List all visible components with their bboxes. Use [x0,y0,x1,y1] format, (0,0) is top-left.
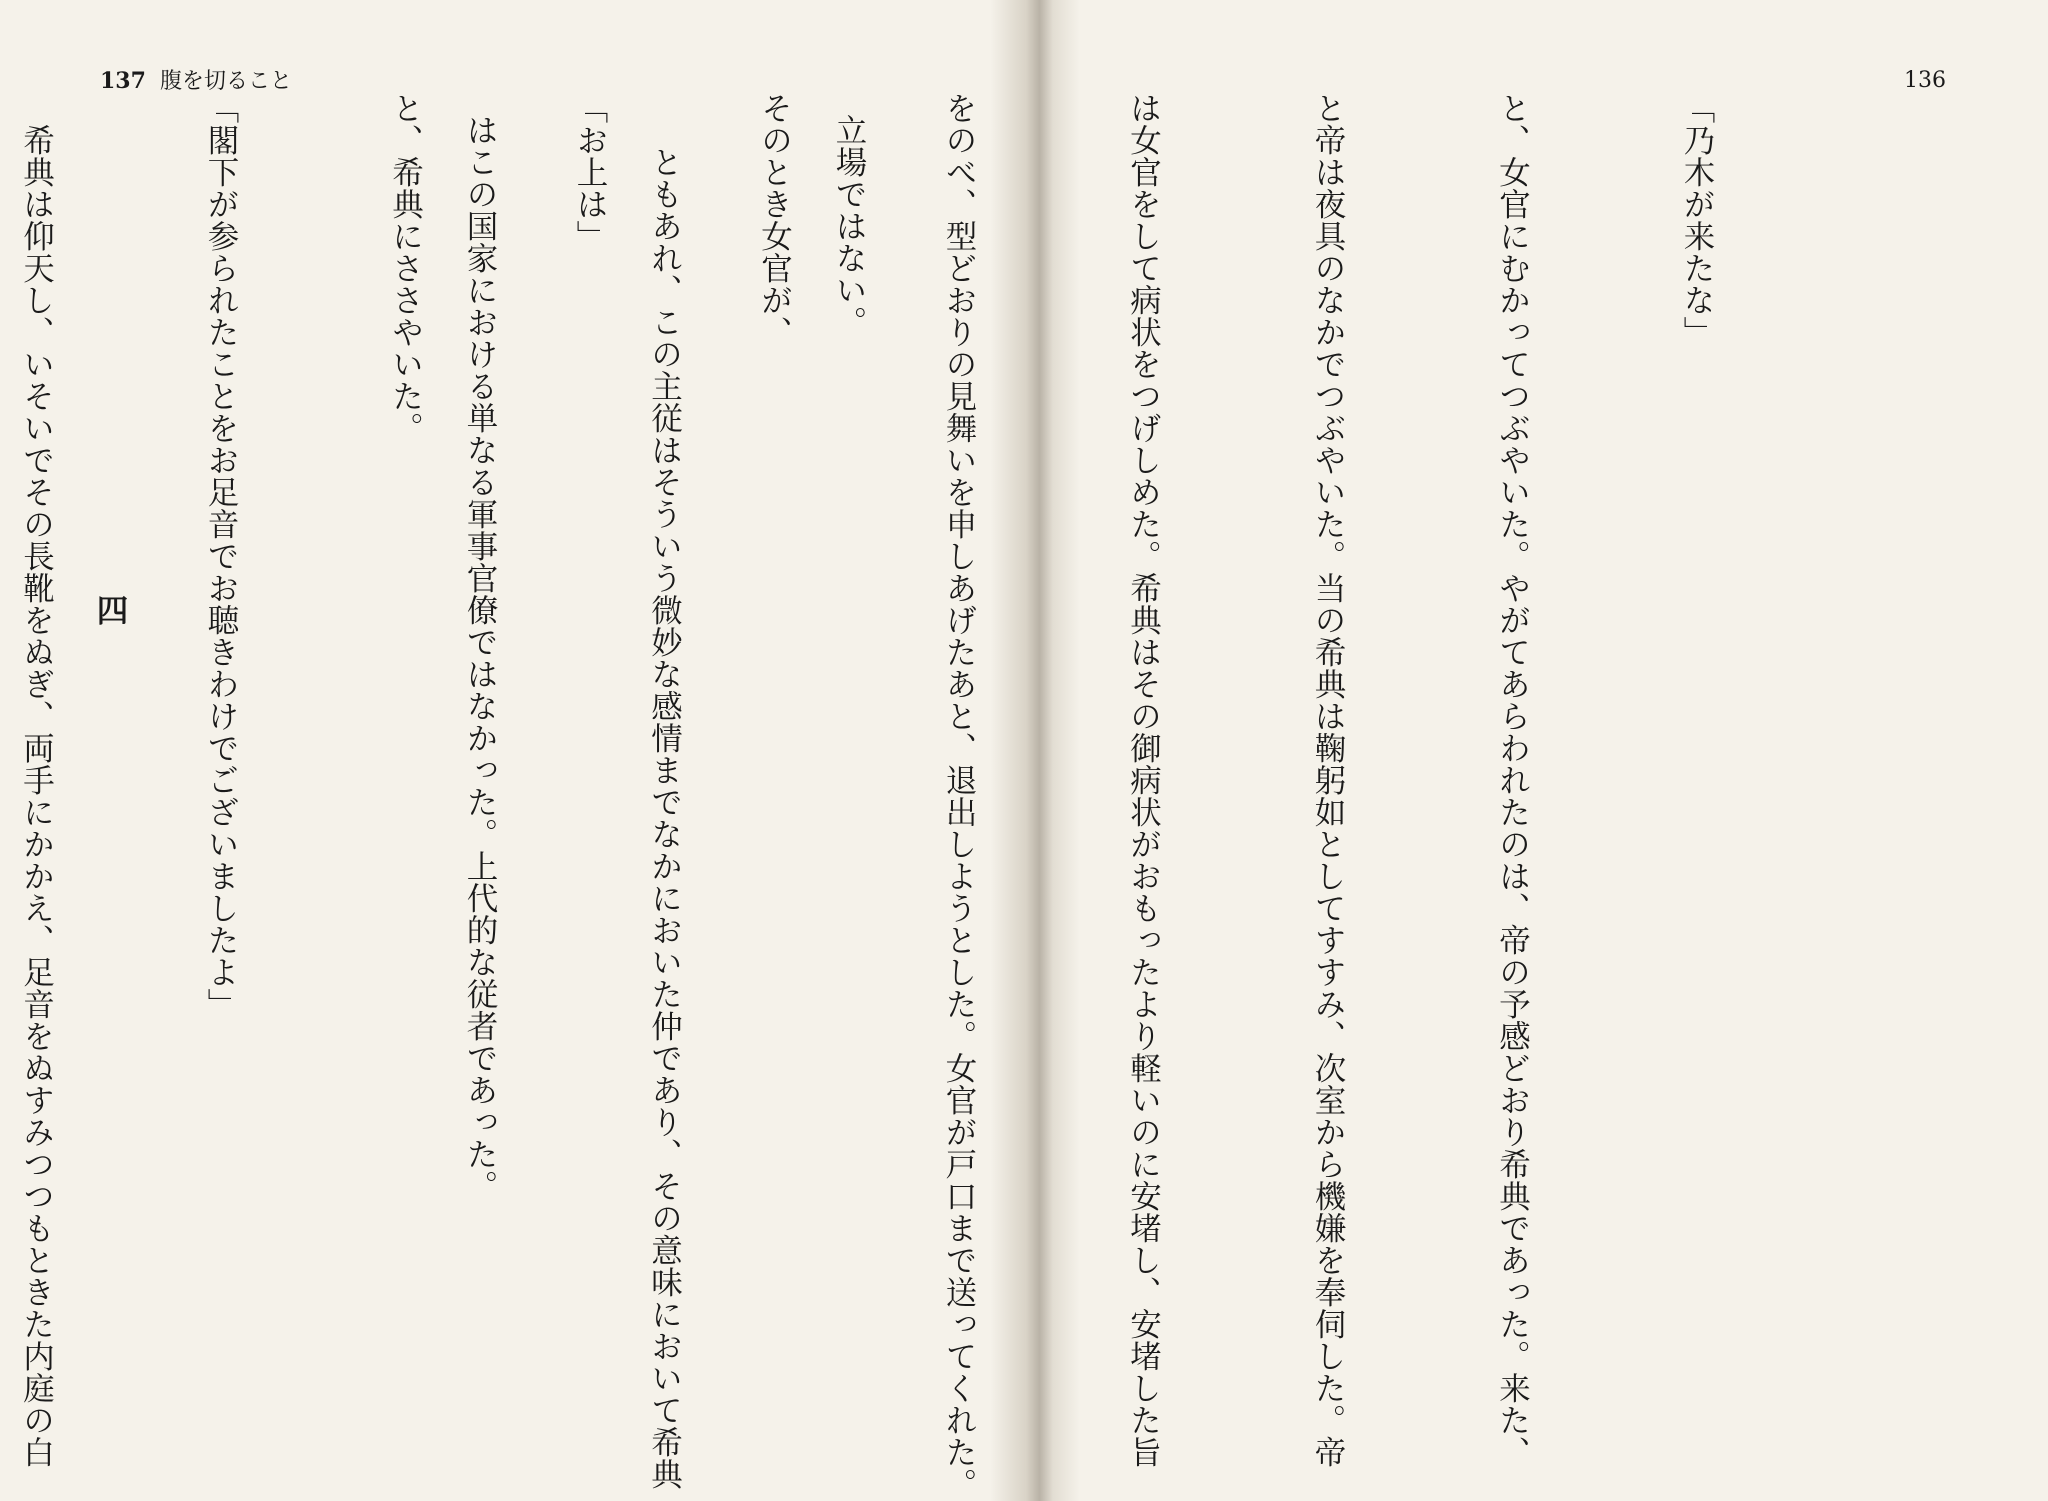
text-line: 立場ではない。 [831,114,867,338]
text-line: はこの国家における単なる軍事官僚ではなかった。上代的な従者であった。 [462,114,498,1202]
text-line: と帝は夜具のなかでつぶやいた。当の希典は鞠躬如としてすすみ、次室から機嫌を奉伺した。帝 [1310,92,1346,1468]
left-page-header [100,64,292,95]
text-line: は女官をして病状をつげしめた。希典はその御病状がおもったより軽いのに安堵し、安堵した旨 [1125,92,1162,1468]
left-page-number: 137 [100,68,146,94]
text-line: そのとき女官が、 [756,92,793,348]
section-heading: 四 [92,594,129,626]
right-page-number: 136 [1904,68,1946,93]
text-line: 「乃木が来たな」 [1679,92,1715,348]
text-line: と、希典にささやいた。 [387,92,424,444]
text-line: ともあれ、この主従はそういう微妙な感情までなかにおいた仲であり、その意味において希典 [646,114,683,1490]
text-line: 「閣下が参られたことをお足音でお聴きわけでございましたよ」 [203,92,239,1020]
text-line: 希典は仰天し、いそいでその長靴をぬぎ、両手にかかえ、足音をぬすみつつもときた内庭の白 [18,92,55,1468]
text-line: と、女官にむかってつぶやいた。やがてあらわれたのは、帝の予感どおり希典であった。来た、 [1494,92,1531,1468]
running-head: 腹を切ること [159,69,292,94]
text-line: 「お上は」 [572,92,608,252]
text-line: をのべ、型どおりの見舞いを申しあげたあと、退出しようとした。女官が戸口まで送ってくれた。 [941,92,977,1500]
